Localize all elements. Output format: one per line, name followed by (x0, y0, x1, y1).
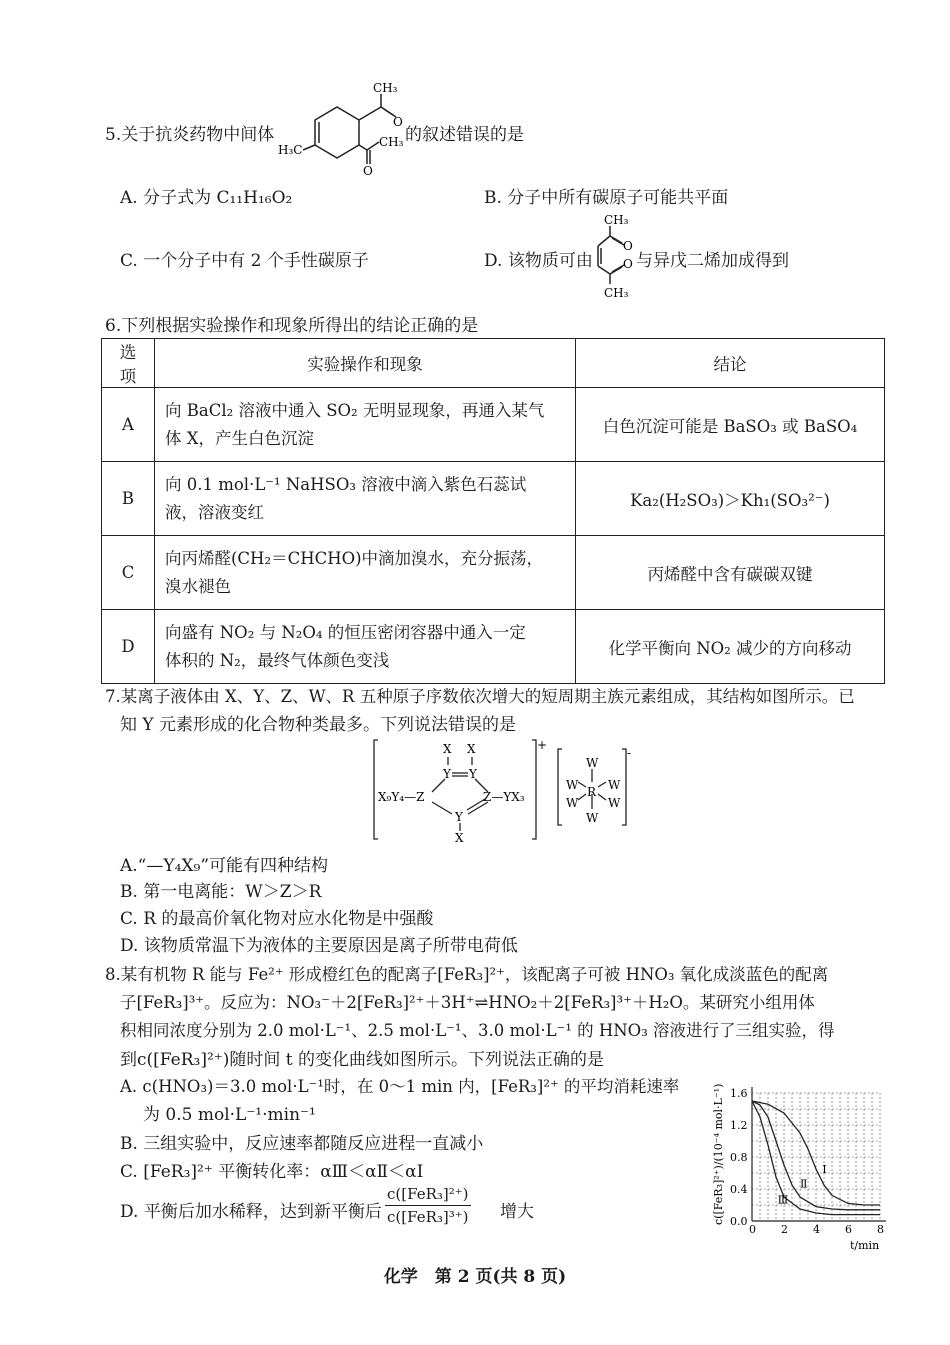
chart-x-tick-label: 2 (781, 1223, 788, 1236)
q5-option-a: A. 分子式为 C₁₁H₁₆O₂ (120, 188, 293, 208)
q7-stem-2: 知 Y 元素形成的化合物种类最多。下列说法错误的是 (120, 715, 517, 735)
q6-op-line: 向丙烯醛(CH₂＝CHCHO)中滴加溴水，充分振荡， (165, 548, 544, 568)
q6-table (101, 338, 885, 684)
chart-y-tick-label: 1.2 (730, 1119, 748, 1132)
q8-stem-1: 8.某有机物 R 能与 Fe²⁺ 形成橙红色的配离子[FeR₃]²⁺，该配离子可被 HNO₃ 氧化成淡蓝色的配离 (105, 965, 829, 984)
q6-op-line: 体 X，产生白色沉淀 (165, 428, 314, 448)
chart-x-tick-label: 6 (845, 1223, 852, 1236)
q6-op-line: 溴水褪色 (165, 576, 231, 596)
chart-x-tick-label: 4 (813, 1223, 820, 1236)
q6-op-line: 体积的 N₂，最终气体颜色变浅 (165, 650, 390, 670)
q7-right-group: Z—YX₃ (483, 790, 525, 804)
q5-option-c: C. 一个分子中有 2 个手性碳原子 (120, 251, 369, 271)
q5-option-d-post: 与异戊二烯加成得到 (636, 251, 789, 271)
table-row (102, 536, 885, 610)
q7-w: W (586, 756, 599, 770)
q7-option-a: A.“—Y₄X₉”可能有四种结构 (120, 856, 329, 876)
q6-row-conc: 白色沉淀可能是 BaSO₃ 或 BaSO₄ (576, 388, 885, 462)
q6-row-op (155, 388, 576, 462)
table-row (102, 610, 885, 684)
q5-d-ch3-bot: CH₃ (604, 286, 629, 300)
q7-option-c: C. R 的最高价氧化物对应水化物是中强酸 (120, 909, 434, 929)
q5-d-o1: O (623, 239, 633, 253)
q6-op-line: 液，溶液变红 (165, 502, 264, 522)
chart-y-tick-label: 0.0 (730, 1215, 748, 1228)
q5-option-d-pre: D. 该物质可由 (484, 251, 593, 271)
q8-option-b: B. 三组实验中，反应速率都随反应进程一直减小 (120, 1134, 484, 1154)
q8-fraction-den: c([FeR₃]³⁺) (387, 1208, 469, 1226)
chart-x-tick-label: 0 (749, 1223, 756, 1236)
q5-d-ch3-top: CH₃ (604, 213, 629, 227)
q5-mol-ch3-a: CH₃ (373, 82, 398, 95)
q7-w: W (608, 778, 621, 792)
chart-y-tick-label: 1.6 (730, 1087, 748, 1100)
q5-mol-o-a: O (393, 115, 403, 129)
q8-option-a-1: A. c(HNO₃)＝3.0 mol·L⁻¹时，在 0～1 min 内，[FeR₃]²⁺ 的平均消耗速率 (120, 1077, 680, 1096)
q8-stem-2: 子[FeR₃]³⁺。反应为：NO₃⁻＋2[FeR₃]²⁺＋3H⁺⇌HNO₂＋2[FeR₃]³⁺＋H₂O。某研究小组用体 (120, 993, 815, 1012)
q5-d-o2: O (623, 257, 633, 271)
q5-mol-ch3-b: CH₃ (379, 135, 404, 149)
q7-stem-1: 7.某离子液体由 X、Y、Z、W、R 五种原子序数依次增大的短周期主族元素组成，其结构如图所示。已 (105, 687, 855, 706)
q7-y: Y (469, 767, 477, 781)
q7-w: W (586, 811, 599, 825)
q8-option-a-2: 为 0.5 mol·L⁻¹·min⁻¹ (143, 1105, 316, 1125)
chart-y-tick-label: 0.8 (730, 1151, 748, 1164)
q6-row-conc: 化学平衡向 NO₂ 减少的方向移动 (576, 610, 885, 684)
q6-op-line: 向 BaCl₂ 溶液中通入 SO₂ 无明显现象，再通入某气 (165, 400, 545, 420)
chart-xlabel: t/min (850, 1239, 880, 1252)
q8-fraction-num: c([FeR₃]²⁺) (385, 1183, 471, 1206)
q5-mol-o-b: O (363, 164, 373, 177)
q7-w: W (608, 796, 621, 810)
table-row (102, 388, 885, 462)
q7-x: X (455, 831, 464, 842)
chart-series-label: Ⅱ (800, 1177, 808, 1191)
q6-row-key: C (102, 536, 155, 610)
q6-row-op (155, 610, 576, 684)
q7-plus: + (537, 738, 548, 752)
q7-minus: - (627, 746, 632, 760)
q7-x: X (443, 742, 452, 756)
q6-row-key: D (102, 610, 155, 684)
q6-row-op (155, 536, 576, 610)
q7-y: Y (455, 810, 463, 824)
q8-option-c: C. [FeR₃]²⁺ 平衡转化率：αⅢ＜αⅡ＜αⅠ (120, 1162, 424, 1182)
q5-d-molecule (592, 210, 642, 300)
q6-row-op (155, 462, 576, 536)
q5-stem (105, 120, 274, 145)
q6-stem: 6.下列根据实验操作和现象所得出的结论正确的是 (105, 316, 479, 336)
q7-left-group: X₉Y₄—Z (378, 790, 425, 804)
q6-row-conc: Ka₂(H₂SO₃)＞Kh₁(SO₃²⁻) (576, 462, 885, 536)
q5-molecule (275, 82, 410, 177)
q7-structure (370, 737, 640, 842)
table-row (102, 462, 885, 536)
chart-ylabel: c([FeR₃]²⁺)/(10⁻⁴ mol·L⁻¹) (712, 1083, 725, 1225)
chart-x-tick-label: 8 (877, 1223, 884, 1236)
q7-option-d: D. 该物质常温下为液体的主要原因是离子所带电荷低 (120, 936, 518, 956)
q8-chart (700, 1075, 900, 1255)
chart-series-label: Ⅲ (777, 1193, 789, 1207)
q6-header-key: 选项 (102, 339, 155, 388)
chart-y-tick-label: 0.4 (730, 1183, 748, 1196)
q6-op-line: 向盛有 NO₂ 与 N₂O₄ 的恒压密闭容器中通入一定 (165, 622, 526, 642)
q7-w: W (566, 796, 579, 810)
q7-x: X (467, 742, 476, 756)
q5-stem-pre: 5.关于抗炎药物中间体 (105, 125, 275, 145)
q7-option-b: B. 第一电离能：W＞Z＞R (120, 882, 322, 902)
q6-op-line: 向 0.1 mol·L⁻¹ NaHSO₃ 溶液中滴入紫色石蕊试 (165, 474, 527, 494)
q6-header-conc: 结论 (576, 339, 885, 388)
q5-option-b: B. 分子中所有碳原子可能共平面 (484, 188, 729, 208)
q7-w: W (566, 778, 579, 792)
q5-stem-post: 的叙述错误的是 (405, 125, 524, 145)
page-footer: 化学 第 2 页(共 8 页) (383, 1267, 567, 1287)
q7-r: R (587, 785, 597, 799)
q8-stem-3: 积相同浓度分别为 2.0 mol·L⁻¹、2.5 mol·L⁻¹、3.0 mol·L⁻¹ 的 HNO₃ 溶液进行了三组实验，得 (120, 1021, 835, 1040)
q8-option-d-post: 增大 (500, 1202, 534, 1222)
q8-option-d-fraction (385, 1183, 471, 1228)
q8-stem-4: 到c([FeR₃]²⁺)随时间 t 的变化曲线如图所示。下列说法正确的是 (120, 1050, 605, 1070)
q6-row-key: A (102, 388, 155, 462)
q8-option-d-pre: D. 平衡后加水稀释，达到新平衡后 (120, 1202, 382, 1222)
q6-header-op: 实验操作和现象 (155, 339, 576, 388)
q6-row-conc: 丙烯醛中含有碳碳双键 (576, 536, 885, 610)
q6-row-key: B (102, 462, 155, 536)
q5-mol-h3c: H₃C (278, 143, 303, 157)
q7-y: Y (443, 767, 451, 781)
chart-series-label: Ⅰ (822, 1163, 827, 1176)
